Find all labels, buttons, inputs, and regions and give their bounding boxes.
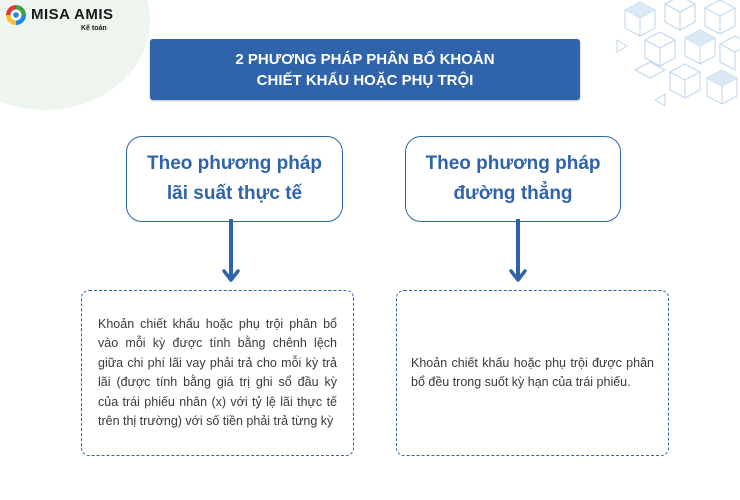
arrow-down-icon [508,219,528,285]
title-line-2: CHIẾT KHẤU HOẶC PHỤ TRỘI [256,71,474,89]
method-straight-line-box [405,136,621,222]
effective-interest-description-box [81,290,354,456]
brand-subtitle: Kế toán [81,25,107,32]
method-right-line-1: Theo phương pháp [425,153,601,174]
method-effective-interest-box [126,136,343,222]
cube-pattern-decoration [615,0,740,115]
method-right-line-2: đường thẳng [453,183,573,204]
straight-line-description-box [396,290,669,456]
diagram-title [150,39,580,100]
title-line-1: 2 PHƯƠNG PHÁP PHÂN BỔ KHOẢN [235,50,495,68]
method-left-line-1: Theo phương pháp [146,153,323,174]
effective-interest-description: Khoản chiết khấu hoặc phụ trội phân bổ vào mỗi kỳ được tính bằng chênh lệch giữa chi phí lãi vay phải trả cho mỗi kỳ trả lãi (được tính bằng giá trị ghi sổ đầu kỳ của trái phiếu nhân (x) với tỷ lệ lãi thực tế trên thị trường) với số tiền phải trả từng kỳ [98,316,337,428]
brand-name: MISA AMIS [31,6,114,23]
arrow-down-icon [221,219,241,285]
method-left-line-2: lãi suất thực tế [166,183,303,204]
straight-line-description: Khoản chiết khấu hoặc phụ trội được phân bổ đều trong suốt kỳ hạn của trái phiếu. [411,355,654,389]
misa-logo-icon [5,4,27,26]
